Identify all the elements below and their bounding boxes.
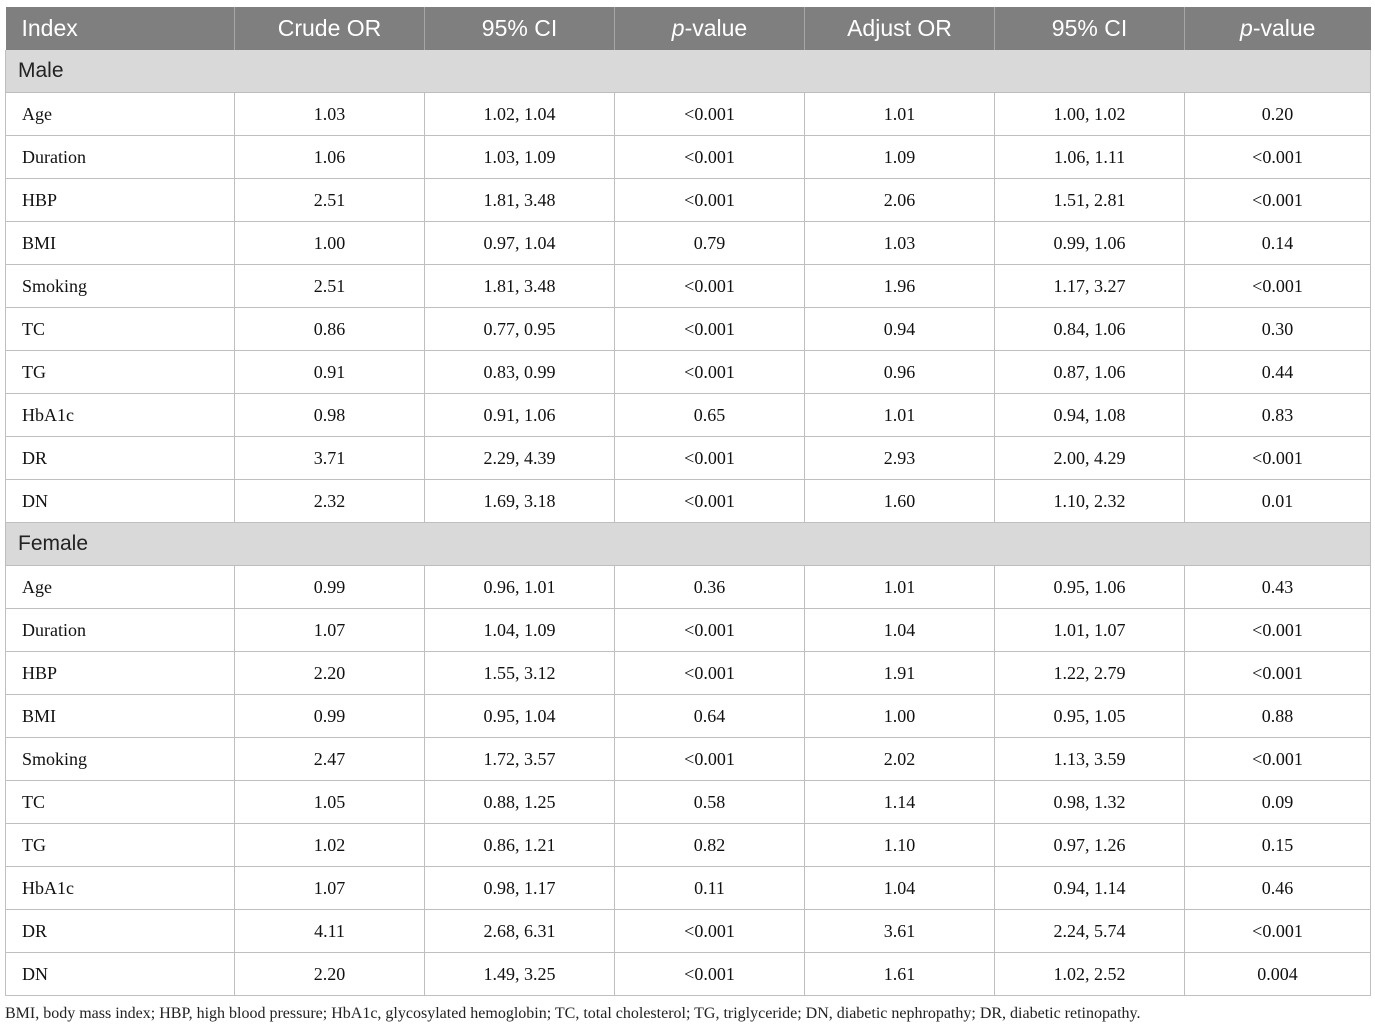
- cell-index: TG: [6, 351, 235, 394]
- cell-crude-or: 3.71: [235, 437, 425, 480]
- cell-adjust-or: 1.61: [805, 953, 995, 996]
- cell-crude-ci: 1.02, 1.04: [425, 93, 615, 136]
- cell-adjust-or: 1.01: [805, 394, 995, 437]
- cell-adjust-or: 1.01: [805, 93, 995, 136]
- cell-crude-or: 1.00: [235, 222, 425, 265]
- cell-crude-or: 1.05: [235, 781, 425, 824]
- cell-adjust-p-value: 0.43: [1185, 566, 1371, 609]
- cell-crude-ci: 1.81, 3.48: [425, 179, 615, 222]
- table-row: [6, 695, 1371, 738]
- cell-index: BMI: [6, 222, 235, 265]
- header-crude-p-value: [615, 7, 805, 50]
- cell-adjust-or: 3.61: [805, 910, 995, 953]
- cell-crude-or: 0.98: [235, 394, 425, 437]
- table-row: [6, 566, 1371, 609]
- cell-crude-p-value: 0.58: [615, 781, 805, 824]
- cell-adjust-p-value: 0.15: [1185, 824, 1371, 867]
- cell-crude-p-value: <0.001: [615, 910, 805, 953]
- header-adjust-p-value: [1185, 7, 1371, 50]
- cell-adjust-or: 1.91: [805, 652, 995, 695]
- cell-adjust-ci: 0.95, 1.05: [995, 695, 1185, 738]
- cell-crude-p-value: 0.64: [615, 695, 805, 738]
- cell-crude-ci: 0.98, 1.17: [425, 867, 615, 910]
- cell-crude-ci: 0.83, 0.99: [425, 351, 615, 394]
- cell-crude-or: 0.91: [235, 351, 425, 394]
- cell-adjust-ci: 0.97, 1.26: [995, 824, 1185, 867]
- table-row: [6, 308, 1371, 351]
- table-body: [6, 50, 1371, 996]
- cell-adjust-p-value: <0.001: [1185, 179, 1371, 222]
- cell-adjust-p-value: <0.001: [1185, 652, 1371, 695]
- cell-adjust-ci: 1.10, 2.32: [995, 480, 1185, 523]
- cell-adjust-or: 1.03: [805, 222, 995, 265]
- cell-crude-or: 4.11: [235, 910, 425, 953]
- cell-adjust-ci: 0.99, 1.06: [995, 222, 1185, 265]
- cell-adjust-p-value: <0.001: [1185, 437, 1371, 480]
- cell-crude-or: 2.20: [235, 953, 425, 996]
- cell-adjust-or: 1.00: [805, 695, 995, 738]
- cell-crude-or: 0.99: [235, 566, 425, 609]
- cell-adjust-or: 2.93: [805, 437, 995, 480]
- cell-adjust-ci: 1.00, 1.02: [995, 93, 1185, 136]
- cell-crude-ci: 0.95, 1.04: [425, 695, 615, 738]
- cell-adjust-or: 1.60: [805, 480, 995, 523]
- cell-adjust-ci: 1.13, 3.59: [995, 738, 1185, 781]
- table-row: [6, 738, 1371, 781]
- cell-adjust-ci: 1.02, 2.52: [995, 953, 1185, 996]
- cell-index: DN: [6, 480, 235, 523]
- cell-index: Age: [6, 566, 235, 609]
- cell-crude-ci: 1.04, 1.09: [425, 609, 615, 652]
- cell-adjust-p-value: 0.14: [1185, 222, 1371, 265]
- cell-crude-p-value: <0.001: [615, 351, 805, 394]
- group-label: Male: [6, 50, 1371, 93]
- cell-crude-or: 2.47: [235, 738, 425, 781]
- cell-crude-p-value: <0.001: [615, 437, 805, 480]
- cell-crude-p-value: 0.82: [615, 824, 805, 867]
- table-row: [6, 480, 1371, 523]
- cell-adjust-p-value: 0.30: [1185, 308, 1371, 351]
- table-row: [6, 437, 1371, 480]
- cell-crude-p-value: <0.001: [615, 480, 805, 523]
- cell-adjust-p-value: <0.001: [1185, 265, 1371, 308]
- cell-adjust-ci: 0.94, 1.08: [995, 394, 1185, 437]
- table-row: [6, 953, 1371, 996]
- cell-adjust-or: 1.01: [805, 566, 995, 609]
- group-header-row: [6, 523, 1371, 566]
- table-row: [6, 867, 1371, 910]
- p-value-suffix: -value: [1252, 15, 1316, 41]
- cell-crude-or: 1.07: [235, 609, 425, 652]
- cell-crude-p-value: <0.001: [615, 136, 805, 179]
- cell-adjust-ci: 1.51, 2.81: [995, 179, 1185, 222]
- cell-adjust-p-value: 0.46: [1185, 867, 1371, 910]
- cell-index: TC: [6, 308, 235, 351]
- table-row: [6, 910, 1371, 953]
- cell-adjust-or: 0.96: [805, 351, 995, 394]
- table-row: [6, 652, 1371, 695]
- cell-crude-or: 2.51: [235, 265, 425, 308]
- cell-adjust-or: 2.06: [805, 179, 995, 222]
- cell-adjust-ci: 1.01, 1.07: [995, 609, 1185, 652]
- cell-adjust-ci: 1.17, 3.27: [995, 265, 1185, 308]
- cell-crude-p-value: 0.65: [615, 394, 805, 437]
- cell-crude-ci: 0.96, 1.01: [425, 566, 615, 609]
- cell-crude-p-value: 0.11: [615, 867, 805, 910]
- cell-adjust-p-value: <0.001: [1185, 910, 1371, 953]
- group-label: Female: [6, 523, 1371, 566]
- cell-crude-ci: 0.91, 1.06: [425, 394, 615, 437]
- cell-adjust-p-value: 0.01: [1185, 480, 1371, 523]
- cell-crude-or: 1.02: [235, 824, 425, 867]
- table-row: [6, 93, 1371, 136]
- cell-crude-ci: 2.29, 4.39: [425, 437, 615, 480]
- cell-crude-p-value: <0.001: [615, 93, 805, 136]
- cell-crude-ci: 1.81, 3.48: [425, 265, 615, 308]
- cell-index: DR: [6, 910, 235, 953]
- cell-adjust-or: 0.94: [805, 308, 995, 351]
- cell-adjust-p-value: 0.09: [1185, 781, 1371, 824]
- p-letter: p: [671, 15, 685, 41]
- cell-adjust-p-value: <0.001: [1185, 136, 1371, 179]
- cell-crude-ci: 2.68, 6.31: [425, 910, 615, 953]
- cell-index: Age: [6, 93, 235, 136]
- cell-adjust-or: 1.04: [805, 609, 995, 652]
- cell-crude-ci: 0.86, 1.21: [425, 824, 615, 867]
- cell-crude-p-value: <0.001: [615, 609, 805, 652]
- cell-crude-ci: 1.72, 3.57: [425, 738, 615, 781]
- p-value-suffix: -value: [684, 15, 748, 41]
- cell-adjust-ci: 0.98, 1.32: [995, 781, 1185, 824]
- cell-crude-or: 1.06: [235, 136, 425, 179]
- cell-adjust-or: 1.04: [805, 867, 995, 910]
- group-header-row: [6, 50, 1371, 93]
- cell-adjust-ci: 1.22, 2.79: [995, 652, 1185, 695]
- cell-crude-ci: 1.69, 3.18: [425, 480, 615, 523]
- table-row: [6, 824, 1371, 867]
- cell-index: Smoking: [6, 738, 235, 781]
- cell-crude-p-value: <0.001: [615, 652, 805, 695]
- table-row: [6, 351, 1371, 394]
- cell-crude-ci: 1.49, 3.25: [425, 953, 615, 996]
- cell-crude-or: 2.32: [235, 480, 425, 523]
- cell-adjust-p-value: <0.001: [1185, 609, 1371, 652]
- cell-crude-ci: 0.88, 1.25: [425, 781, 615, 824]
- cell-crude-ci: 0.97, 1.04: [425, 222, 615, 265]
- cell-crude-ci: 1.03, 1.09: [425, 136, 615, 179]
- cell-adjust-or: 2.02: [805, 738, 995, 781]
- table-row: [6, 781, 1371, 824]
- cell-index: TG: [6, 824, 235, 867]
- cell-crude-or: 2.51: [235, 179, 425, 222]
- cell-index: TC: [6, 781, 235, 824]
- cell-adjust-p-value: 0.004: [1185, 953, 1371, 996]
- cell-crude-or: 0.86: [235, 308, 425, 351]
- cell-adjust-ci: 0.94, 1.14: [995, 867, 1185, 910]
- table-row: [6, 222, 1371, 265]
- cell-index: DN: [6, 953, 235, 996]
- cell-adjust-or: 1.09: [805, 136, 995, 179]
- cell-adjust-p-value: 0.20: [1185, 93, 1371, 136]
- cell-adjust-ci: 2.00, 4.29: [995, 437, 1185, 480]
- cell-crude-p-value: <0.001: [615, 953, 805, 996]
- cell-index: HBP: [6, 179, 235, 222]
- table-row: [6, 179, 1371, 222]
- p-letter: p: [1240, 15, 1253, 41]
- cell-crude-or: 2.20: [235, 652, 425, 695]
- cell-adjust-or: 1.10: [805, 824, 995, 867]
- table-row: [6, 265, 1371, 308]
- cell-index: BMI: [6, 695, 235, 738]
- cell-adjust-ci: 1.06, 1.11: [995, 136, 1185, 179]
- cell-index: Duration: [6, 609, 235, 652]
- cell-crude-or: 1.03: [235, 93, 425, 136]
- cell-adjust-p-value: 0.83: [1185, 394, 1371, 437]
- cell-adjust-ci: 0.84, 1.06: [995, 308, 1185, 351]
- table-row: [6, 609, 1371, 652]
- header-crude-ci: 95% CI: [425, 7, 615, 50]
- table-row: [6, 394, 1371, 437]
- cell-adjust-p-value: <0.001: [1185, 738, 1371, 781]
- cell-index: HbA1c: [6, 867, 235, 910]
- cell-crude-or: 0.99: [235, 695, 425, 738]
- cell-index: HbA1c: [6, 394, 235, 437]
- header-row: [6, 7, 1371, 50]
- cell-adjust-ci: 0.87, 1.06: [995, 351, 1185, 394]
- header-index: Index: [6, 7, 235, 50]
- table-row: [6, 136, 1371, 179]
- cell-crude-p-value: 0.36: [615, 566, 805, 609]
- cell-adjust-p-value: 0.44: [1185, 351, 1371, 394]
- cell-adjust-or: 1.96: [805, 265, 995, 308]
- cell-adjust-ci: 0.95, 1.06: [995, 566, 1185, 609]
- cell-index: Smoking: [6, 265, 235, 308]
- table-footnote: BMI, body mass index; HBP, high blood pressure; HbA1c, glycosylated hemoglobin; TC, total cholesterol; TG, triglyceride; DN, diabetic nephropathy; DR, diabetic retinopathy.: [5, 1005, 1141, 1022]
- header-crude-or: Crude OR: [235, 7, 425, 50]
- cell-adjust-p-value: 0.88: [1185, 695, 1371, 738]
- cell-crude-or: 1.07: [235, 867, 425, 910]
- cell-crude-ci: 1.55, 3.12: [425, 652, 615, 695]
- cell-crude-p-value: <0.001: [615, 308, 805, 351]
- cell-crude-p-value: <0.001: [615, 738, 805, 781]
- cell-index: HBP: [6, 652, 235, 695]
- odds-ratio-table: [5, 7, 1371, 996]
- cell-crude-ci: 0.77, 0.95: [425, 308, 615, 351]
- cell-index: DR: [6, 437, 235, 480]
- cell-index: Duration: [6, 136, 235, 179]
- cell-crude-p-value: <0.001: [615, 179, 805, 222]
- header-adjust-or: Adjust OR: [805, 7, 995, 50]
- header-adjust-ci: 95% CI: [995, 7, 1185, 50]
- cell-adjust-ci: 2.24, 5.74: [995, 910, 1185, 953]
- cell-crude-p-value: 0.79: [615, 222, 805, 265]
- cell-crude-p-value: <0.001: [615, 265, 805, 308]
- cell-adjust-or: 1.14: [805, 781, 995, 824]
